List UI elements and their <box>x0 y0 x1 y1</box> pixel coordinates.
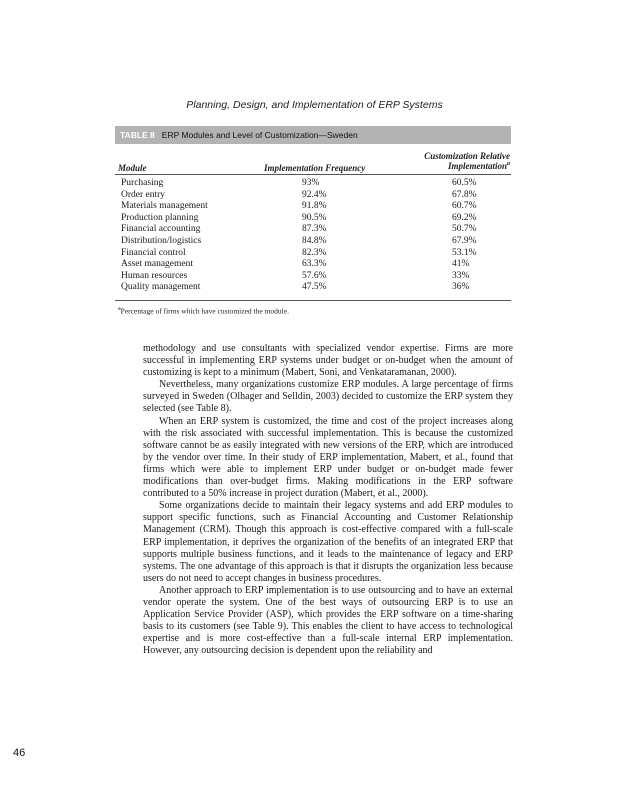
running-head: Planning, Design, and Implementation of ERP Systems <box>186 99 443 111</box>
cell-module: Financial control <box>121 247 186 258</box>
cell-module: Purchasing <box>121 178 164 188</box>
cell-module: Order entry <box>121 189 166 200</box>
table-bottom-rule <box>115 300 511 301</box>
footnote-text: Percentage of firms which have customized the module. <box>120 306 289 316</box>
cell-module: Production planning <box>121 212 199 223</box>
cell-customization: 36% <box>452 282 470 293</box>
cell-customization: 41% <box>452 259 470 270</box>
table-row <box>0 178 629 189</box>
cell-customization: 60.7% <box>452 201 477 212</box>
cell-frequency: 92.4% <box>302 189 327 200</box>
column-header-customization <box>418 151 510 171</box>
page-number: 46 <box>13 747 26 759</box>
table-row <box>0 213 629 224</box>
cell-customization: 50.7% <box>452 224 477 235</box>
cell-module: Financial accounting <box>121 224 201 235</box>
cell-frequency: 63.3% <box>302 259 327 270</box>
cell-customization: 53.1% <box>452 247 477 258</box>
cell-frequency: 91.8% <box>302 201 327 212</box>
body-text <box>143 343 513 657</box>
column-header-module: Module <box>118 163 147 173</box>
column-header-customization-line1: Customization Relative <box>424 151 510 161</box>
cell-frequency: 57.6% <box>302 270 327 281</box>
cell-module: Materials management <box>121 201 208 212</box>
cell-customization: 67.9% <box>452 236 477 246</box>
table-number: TABLE 8 <box>120 130 155 140</box>
cell-frequency: 47.5% <box>302 282 327 293</box>
footnote-marker: a <box>507 161 510 167</box>
table-caption <box>115 126 511 144</box>
cell-module: Human resources <box>121 270 188 281</box>
table-row <box>0 236 629 247</box>
cell-module: Quality management <box>121 282 201 293</box>
cell-frequency: 84.8% <box>302 236 327 246</box>
cell-module: Distribution/logistics <box>121 236 202 246</box>
column-header-frequency: Implementation Frequency <box>264 163 366 173</box>
table-row <box>0 282 629 293</box>
paragraph-4: Some organizations decide to maintain their legacy systems and add ERP modules to support specific functions, such as Financial Accounting and Customer Relationship Management (CRM). Though this approach is cost-effective compared with a full-scale ERP implementation, it deprives the organization of the benefits of an integrated ERP that supports multiple business functions, and it leads to the maintenance of legacy and ERP systems. The one advantage of this approach is that it disrupts the organization less because users do not need to accept changes in business procedures. <box>143 500 513 584</box>
paragraph-2: Nevertheless, many organizations customize ERP modules. A large percentage of firms surveyed in Sweden (Olhager and Selldin, 2003) decided to customize the ERP system they selected (see Table 8). <box>143 379 513 415</box>
table-header-rule <box>115 174 511 175</box>
cell-frequency: 93% <box>302 178 320 188</box>
cell-customization: 33% <box>452 270 470 281</box>
table-row <box>0 201 629 212</box>
cell-frequency: 82.3% <box>302 247 327 258</box>
table-title: ERP Modules and Level of Customization—Sweden <box>161 130 358 140</box>
cell-customization: 60.5% <box>452 178 477 188</box>
cell-frequency: 87.3% <box>302 224 327 235</box>
cell-module: Asset management <box>121 259 194 270</box>
column-header-customization-line2: Implementation$^a$ <box>447 161 510 171</box>
table-row <box>0 259 629 270</box>
table-row <box>0 224 629 235</box>
table-row <box>0 271 629 282</box>
table-footnote <box>118 306 289 316</box>
footnote-mark: a <box>118 306 121 312</box>
cell-frequency: 90.5% <box>302 212 327 223</box>
paragraph-5: Another approach to ERP implementation is to use outsourcing and to have an external vendor operate the system. One of the best ways of outsourcing ERP is to use an Application Service Provider (ASP), which provides the ERP software on a time-sharing basis to its customers (see Table 9). This enables the client to have access to technological expertise and is more cost-effective than a full-scale internal ERP implementation. However, any outsourcing decision is dependent upon the reliability and <box>143 584 513 657</box>
table-row <box>0 248 629 259</box>
paragraph-1: methodology and use consultants with specialized vendor expertise. Firms are more successful in implementing ERP systems under budget or on-budget when the amount of customizing is kept to a minimum (Mabert, Soni, and Venkataramanan, 2000). <box>143 343 513 379</box>
paragraph-3: When an ERP system is customized, the time and cost of the project increases along with the risk associated with successful implementation. This is because the customized software cannot be as easily integrated with new versions of the ERP, which are introduced by the vendor over time. In their study of ERP implementation, Mabert, et al., found that firms which were able to implement ERP under budget or on-budget made fewer modifications than over-budget firms. Making modifications in the ERP software contributed to a 50% increase in project duration (Mabert, et al., 2000). <box>143 415 513 500</box>
cell-customization: 69.2% <box>452 212 477 223</box>
cell-customization: 67.8% <box>452 189 477 200</box>
table-row <box>0 190 629 201</box>
